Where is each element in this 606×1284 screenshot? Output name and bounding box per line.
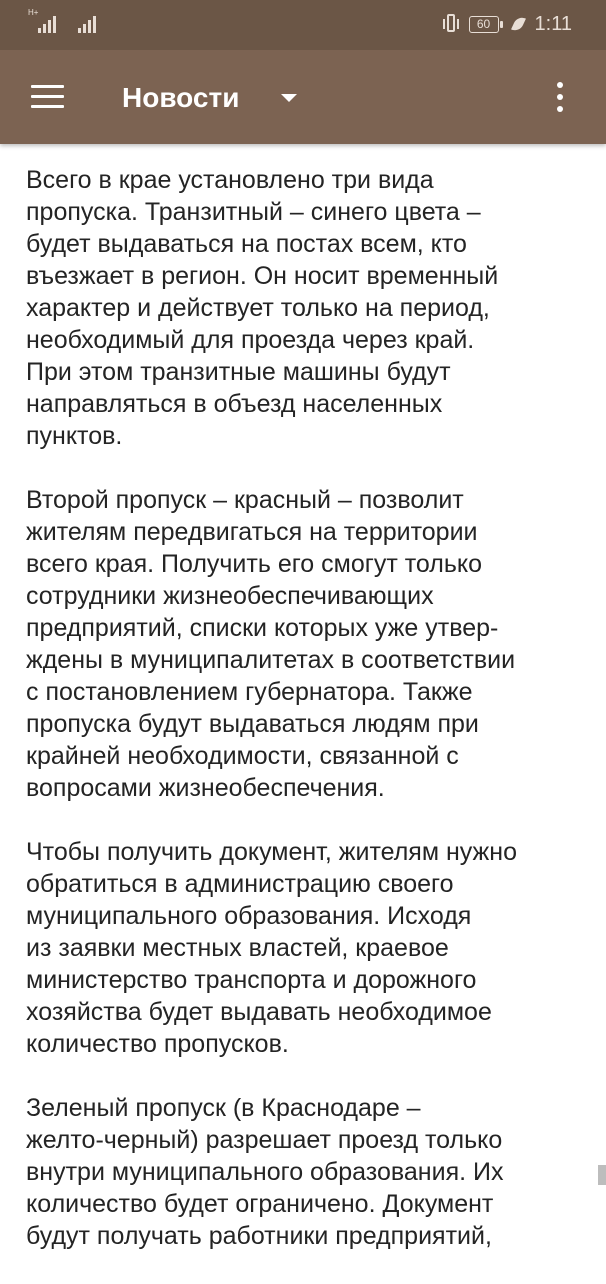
signal-icon [78,13,96,33]
article-line: Зеленый пропуск (в Краснодаре – [26,1094,421,1122]
article-line: обратиться в администрацию своего [26,870,454,898]
article-line: муниципального образования. Исходя [26,902,472,930]
app-toolbar [0,50,606,144]
section-selector[interactable] [122,78,297,118]
article-line: пунктов. [26,422,123,450]
article-line: количество будет ограничено. Документ [26,1190,494,1218]
article-line: всего края. Получить его смогут только [26,550,483,578]
article-line: пропуска будут выдаваться людям при [26,710,479,738]
dropdown-arrow-icon [281,94,297,102]
status-left [28,8,96,33]
article-line: внутри муниципального образования. Их [26,1158,504,1186]
article-line: хозяйства будет выдавать необходимое [26,998,492,1026]
article-line: ждены в муниципалитетах в соответствии [26,646,516,674]
article-line: въезжает в регион. Он носит временный [26,262,499,290]
status-bar [0,0,606,50]
leaf-icon [513,15,525,33]
article-line: с постановлением губернатора. Также [26,678,473,706]
article-line: пропуска. Транзитный – синего цвета – [26,198,481,226]
article-line: будет выдаваться на постах всем, кто [26,230,467,258]
article-paragraph [26,1092,586,1252]
scrollbar-thumb[interactable] [598,1165,606,1185]
article-body [26,100,586,1284]
sim1-network-type: H+ [28,8,39,17]
more-vert-icon[interactable] [554,82,566,112]
article-line: желто-черный) разрешает проезд только [26,1126,503,1154]
article-line: из заявки местных властей, краевое [26,934,449,962]
article-line: вопросами жизнеобеспечения. [26,774,385,802]
article-line: количество пропусков. [26,1030,289,1058]
signal-icon [28,8,56,33]
article-line: сотрудники жизнеобеспечивающих [26,582,434,610]
article-line: необходимый для проезда через край. [26,326,475,354]
article-line: министерство транспорта и дорожного [26,966,477,994]
hamburger-menu-icon[interactable] [31,85,64,109]
battery-level: 60 [469,16,499,33]
battery-icon [469,16,503,33]
vibrate-icon [443,13,459,35]
article-line: направляться в объезд населенных [26,390,443,418]
article-line: При этом транзитные машины будут [26,358,451,386]
article-line: Всего в крае установлено три вида [26,166,434,194]
article-line: Чтобы получить документ, жителям нужно [26,838,517,866]
article-line: Второй пропуск – красный – позволит [26,486,464,514]
article-paragraph [26,836,586,1060]
article-line: будут получать работники предприятий, [26,1222,492,1250]
clock: 1:11 [534,13,572,35]
article-line: характер и действует только на период, [26,294,490,322]
article-line: предприятий, списки которых уже утвер- [26,614,499,642]
status-right [443,12,572,36]
article-line: крайней необходимости, связанной с [26,742,459,770]
article-line: жителям передвигаться на территории [26,518,478,546]
toolbar-title: Новости [122,82,240,113]
article-paragraph [26,484,586,804]
article-paragraph [26,164,586,452]
